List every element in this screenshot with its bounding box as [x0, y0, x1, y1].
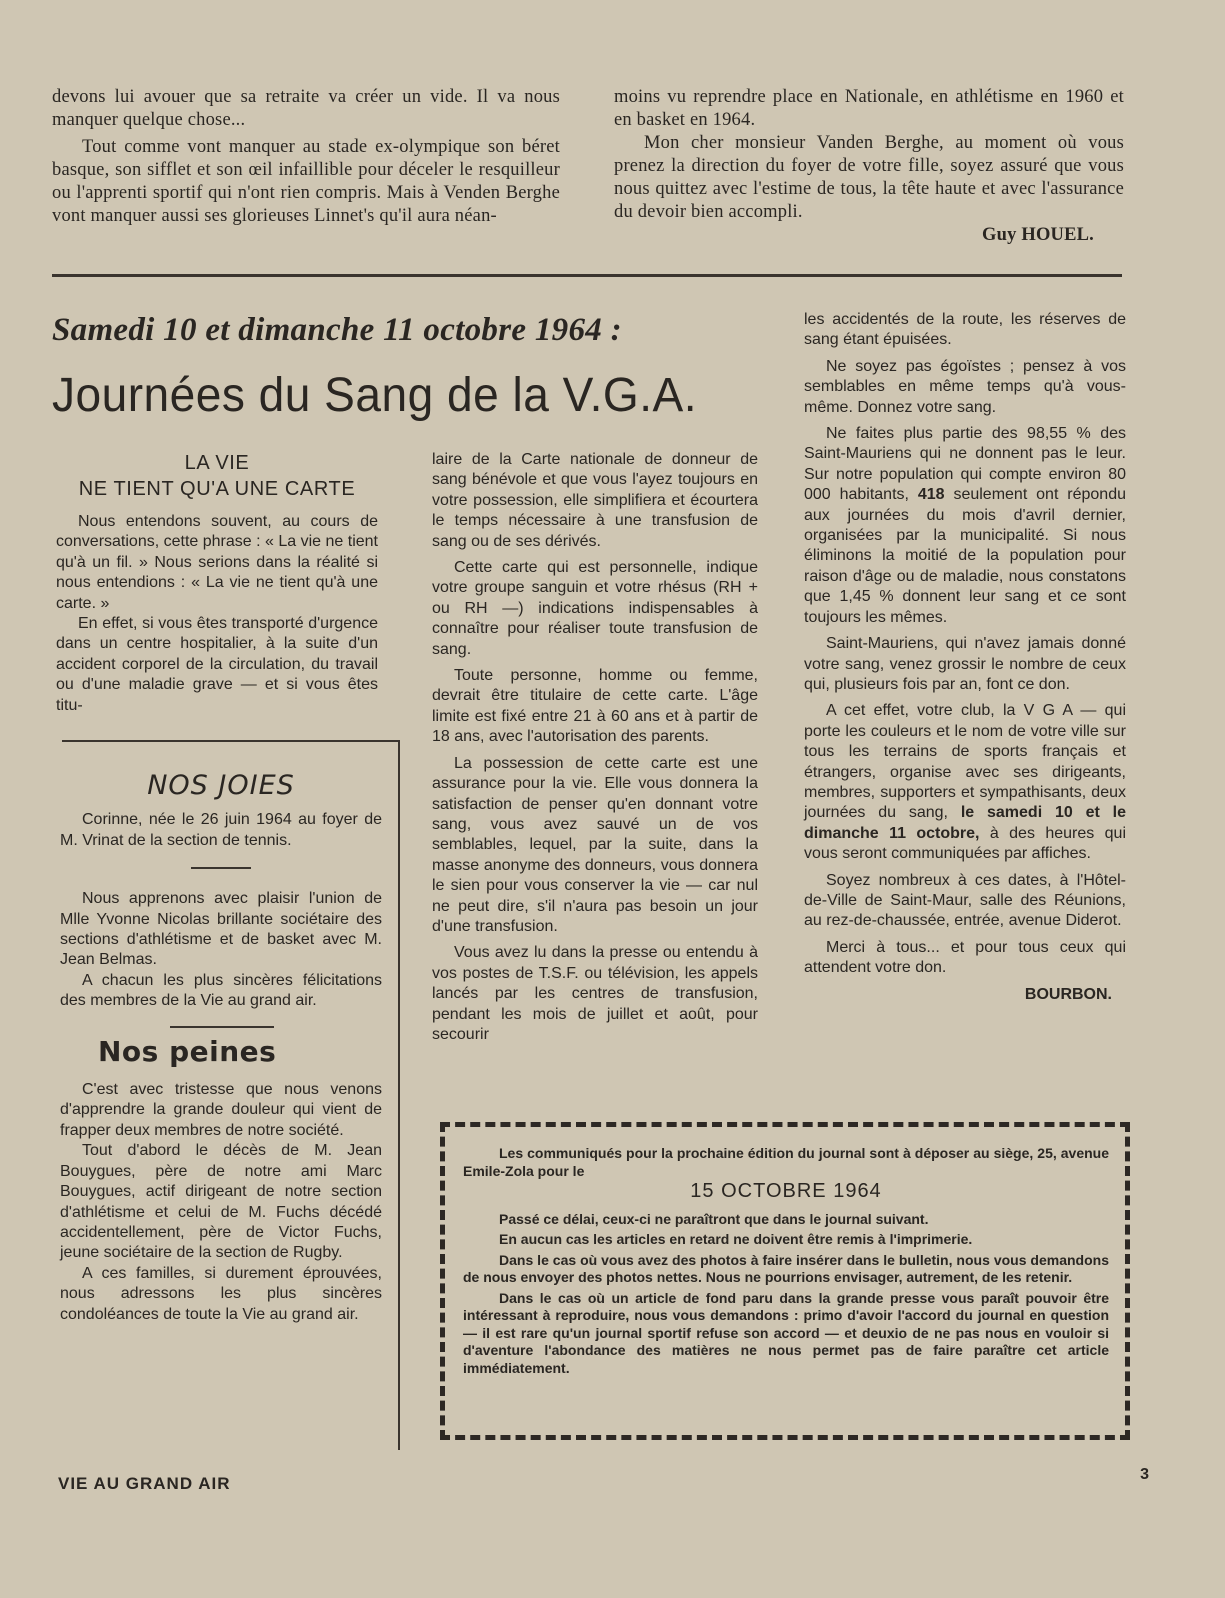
- paragraph: moins vu reprendre place en Nationale, en athlétisme en 1960 et en basket en 1964.: [614, 87, 1124, 130]
- paragraph: Soyez nombreux à ces dates, à l'Hôtel-de-Ville de Saint-Maur, salle des Réunions, au rez-de-chaussée, entrée, avenue Diderot.: [804, 871, 1126, 930]
- subheading: [56, 450, 378, 502]
- paragraph: Tout comme vont manquer au stade ex-olympique son béret basque, son sifflet et son œil infaillible pour déceler le resquilleur ou l'apprenti sportif qui n'ont rien compris. Mais à Venden Berghe vont manquer aussi ses glorieuses Linnet's qu'il aura néan-: [52, 137, 560, 226]
- subheading-line: NE TIENT QU'A UNE CARTE: [78, 478, 356, 500]
- paragraph: [804, 424, 1126, 628]
- deadline-date: 15 OCTOBRE 1964: [690, 1180, 882, 1202]
- paragraph: Ne soyez pas égoïstes ; pensez à vos semblables en même temps qu'à vous-même. Donnez votre sang.: [804, 357, 1126, 416]
- paragraph: Passé ce délai, ceux-ci ne paraîtront que dans le journal suivant.: [499, 1210, 929, 1227]
- author-signature: BOURBON.: [1024, 985, 1112, 1003]
- paragraph: Dans le cas où vous avez des photos à faire insérer dans le bulletin, nous vous demandons de nous envoyer des photos nettes. Nous ne pourrions envisager, autrement, de les retenir.: [463, 1251, 1109, 1285]
- paragraph: Cette carte qui est personnelle, indique votre groupe sanguin et votre rhésus (RH + ou RH —) indications indispensables à connaître pour réaliser toute transfusion de sang.: [432, 559, 758, 658]
- paragraph: En aucun cas les articles en retard ne doivent être remis à l'imprimerie.: [499, 1231, 973, 1247]
- joies-title: NOS JOIES: [147, 770, 295, 801]
- short-divider: [170, 1026, 274, 1028]
- paragraph: [804, 701, 1126, 864]
- text-run: seulement ont répondu aux journées du mois d'avril dernier, organisées par la municipalité. Si nous éliminons la moitié de la population pour raison d'âge ou de maladie, nous constatons que 1,45 % donnent leur sang et ce sont toujours les mêmes.: [804, 486, 1126, 626]
- paragraph: devons lui avouer que sa retraite va créer un vide. Il va nous manquer quelque chose...: [52, 87, 560, 130]
- author-signature: Guy HOUEL.: [982, 225, 1094, 245]
- paragraph: Nous apprenons avec plaisir l'union de Mlle Yvonne Nicolas brillante sociétaire des sections d'athlétisme et de basket avec M. Jean Belmas.: [60, 890, 382, 969]
- paragraph: Tout d'abord le décès de M. Jean Bouygues, père de notre ami Marc Bouygues, actif dirigeant de notre section d'athlétisme et celui de M. Fuchs décédé accidentellement, père de Victor Fuchs, jeune sociétaire de la section de Rugby.: [60, 1142, 382, 1262]
- article-column-3: [804, 310, 1126, 1011]
- paragraph: Corinne, née le 26 juin 1964 au foyer de M. Vrinat de la section de tennis.: [60, 811, 382, 849]
- article-column-1: [56, 450, 378, 716]
- text-run: A cet effet, votre club, la V G A — qui porte les couleurs et le nom de votre ville sur tous les terrains de sports français et étrangers, organise avec ses dirigeants, membres, supporters et sympathisants, deux journées du sang,: [804, 702, 1126, 822]
- paragraph: Dans le cas où un article de fond paru dans la grande presse vous paraît pouvoir être intéressant à reproduire, nous vous demandons : primo d'avoir l'accord du journal en question — il est rare qu'un journal sportif refuse son accord — et deuxio de ne pas nous en vouloir si d'aventure l'abondance des matières ne nous permet pas de faire paraître cet article immédiatement.: [463, 1289, 1109, 1376]
- highlight-number: 418: [917, 486, 945, 504]
- paragraph: les accidentés de la route, les réserves de sang étant épuisées.: [804, 311, 1126, 349]
- paragraph: laire de la Carte nationale de donneur de sang bénévole et que vous l'ayez toujours en votre possession, elle simplifiera et écourtera le temps nécessaire à une transfusion de sang ou de ses dérivés.: [432, 451, 758, 550]
- paragraph: A chacun les plus sincères félicitations des membres de la Vie au grand air.: [60, 971, 382, 1010]
- publication-name: VIE AU GRAND AIR: [58, 1474, 231, 1493]
- subheading-line: LA VIE: [184, 452, 250, 474]
- date-headline: Samedi 10 et dimanche 11 octobre 1964 :: [52, 312, 622, 348]
- top-left-column: [52, 86, 560, 228]
- divider-rule: [52, 274, 1122, 277]
- joies-section: [60, 770, 382, 1325]
- text-run: à des heures qui vous seront communiquées par affiches.: [804, 824, 1126, 863]
- paragraph: Mon cher monsieur Vanden Berghe, au moment où vous prenez la direction du foyer de votre fille, soyez assuré que vous nous quittez avec l'estime de tous, la tête haute et avec l'assurance du devoir bien accompli.: [614, 133, 1124, 222]
- paragraph: Vous avez lu dans la presse ou entendu à vos postes de T.S.F. ou télévision, les appels lancés par les centres de transfusion, pendant les mois de juillet et août, pour secourir: [432, 944, 758, 1043]
- top-right-column: [614, 86, 1124, 247]
- notice-box: [440, 1122, 1130, 1440]
- paragraph: C'est avec tristesse que nous venons d'apprendre la grande douleur qui vient de frapper deux membres de notre société.: [60, 1081, 382, 1139]
- paragraph: La possession de cette carte est une assurance pour la vie. Elle vous donnera la satisfaction de penser qu'en donnant votre sang, vous avez sauvé un de vos semblables, lequel, par la suite, dans la masse anonyme des donneurs, vous donnera le sien pour vous conserver la vie — car nul ne peut dire, s'il n'aura pas besoin un jour d'une transfusion.: [432, 754, 758, 935]
- article-column-2: [432, 450, 758, 1051]
- paragraph: A ces familles, si durement éprouvées, nous adressons les plus sincères condoléances de toute la Vie au grand air.: [60, 1264, 382, 1323]
- box-border-right: [398, 740, 400, 1450]
- text-run: Ne faites plus partie des 98,55 % des Saint-Mauriens qui ne donnent pas le leur. Sur notre population qui compte environ 80 000 habitants,: [804, 425, 1126, 504]
- paragraph: Saint-Mauriens, qui n'avez jamais donné votre sang, venez grossir le nombre de ceux qui, plusieurs fois par an, font ce don.: [804, 635, 1126, 693]
- paragraph: En effet, si vous êtes transporté d'urgence dans un centre hospitalier, à la suite d'un accident corporel de la circulation, du travail ou d'une maladie grave — et si vous êtes titu-: [56, 615, 378, 714]
- paragraph: Merci à tous... et pour tous ceux qui attendent votre don.: [804, 938, 1126, 977]
- page-title: Journées du Sang de la V.G.A.: [52, 369, 697, 422]
- short-divider: [191, 867, 251, 869]
- page-number: 3: [1140, 1466, 1149, 1483]
- highlight-dates: le samedi 10 et le dimanche 11 octobre,: [804, 804, 1127, 842]
- paragraph: Toute personne, homme ou femme, devrait être titulaire de cette carte. L'âge limite est fixé entre 21 à 60 ans et à partir de 18 ans, avec l'autorisation des parents.: [432, 667, 758, 746]
- peines-title: Nos peines: [98, 1034, 277, 1068]
- notice-intro: Les communiqués pour la prochaine édition du journal sont à déposer au siège, 25, avenue Emile-Zola pour le: [463, 1145, 1109, 1179]
- box-border-top: [62, 740, 400, 742]
- paragraph: Nous entendons souvent, au cours de conversations, cette phrase : « La vie ne tient qu'à un fil. » Nous serions dans la réalité si nous entendions : « La vie ne tient qu'à une carte. »: [56, 513, 378, 612]
